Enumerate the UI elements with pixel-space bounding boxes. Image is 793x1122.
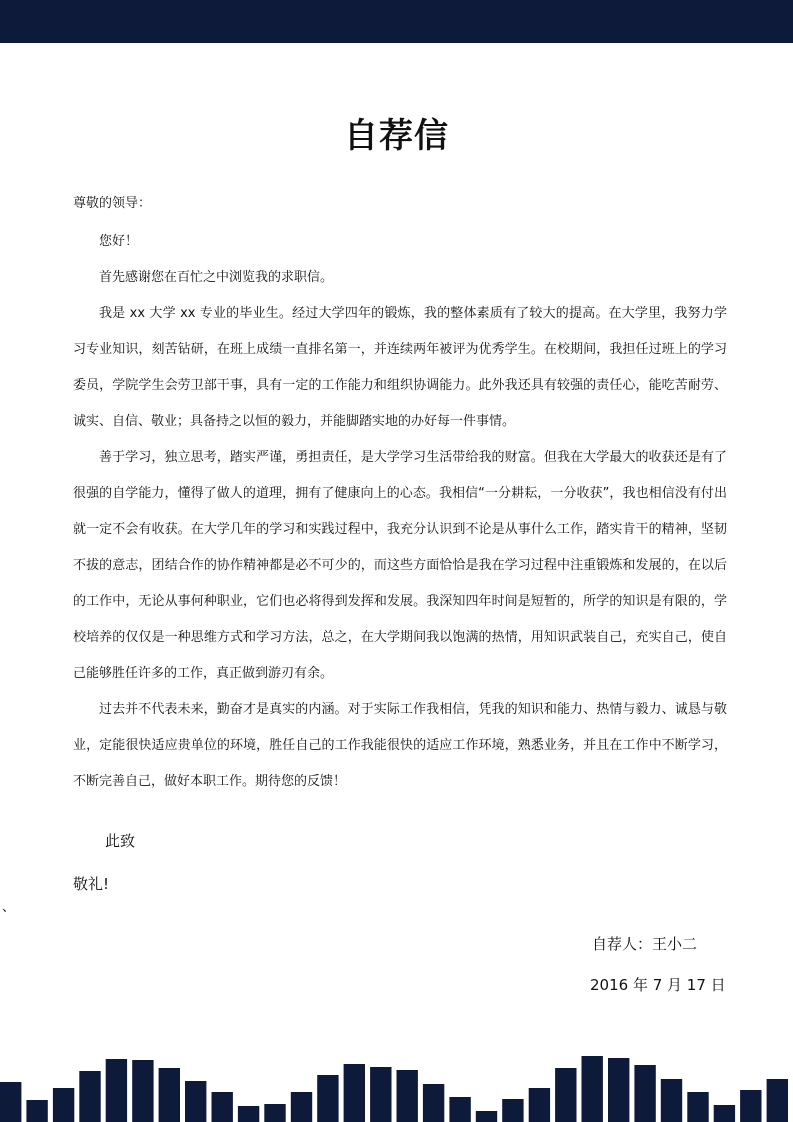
decorative-bar <box>370 1067 391 1122</box>
thanks-paragraph: 首先感谢您在百忙之中浏览我的求职信。 <box>99 270 334 285</box>
decorative-bar <box>79 1071 100 1122</box>
letter-body <box>73 224 727 800</box>
decorative-bar <box>449 1097 470 1122</box>
decorative-bar <box>529 1088 550 1122</box>
decorative-bar <box>767 1079 788 1122</box>
greeting-paragraph: 您好！ <box>99 234 139 249</box>
decorative-bar <box>264 1104 285 1122</box>
decorative-bar <box>634 1065 655 1122</box>
closing-phrase: 此致 <box>105 832 136 850</box>
decorative-bar <box>502 1099 523 1122</box>
decorative-bar <box>344 1064 365 1122</box>
decorative-bar <box>53 1088 74 1122</box>
decorative-bar <box>476 1111 497 1122</box>
letter-date: 2016 年 7 月 17 日 <box>590 976 726 994</box>
decorative-bar <box>582 1056 603 1122</box>
decorative-bar <box>26 1100 47 1122</box>
decorative-bar <box>740 1090 761 1122</box>
decorative-bar <box>238 1106 259 1122</box>
decorative-bar <box>291 1092 312 1122</box>
decorative-bar <box>555 1068 576 1122</box>
decorative-bar <box>423 1084 444 1122</box>
regards-phrase: 敬礼! <box>73 875 110 893</box>
signer-name: 自荐人：王小二 <box>592 935 698 953</box>
stray-mark: 、 <box>2 900 16 915</box>
strengths-paragraph: 善于学习，独立思考，踏实严谨，勇担责任，是大学学习生活带给我的财富。但我在大学最大的收获还是有了很强的自学能力，懂得了做人的道理，拥有了健康向上的心态。我相信“一分耕耘，一分收获”，我也相信没有付出就一定不会有收获。在大学几年的学习和实践过程中，我充分认识到不论是从事什么工作，踏实肯干的精神，坚韧不拔的意志，团结合作的协作精神都是必不可少的，而这些方面恰恰是我在学习过程中注重锻炼和发展的，在以后的工作中，无论从事何种职业，它们也必将得到发挥和发展。我深知四年时间是短暂的，所学的知识是有限的，学校培养的仅仅是一种思维方式和学习方法，总之，在大学期间我以饱满的热情，用知识武装自己，充实自己，使自己能够胜任许多的工作，真正做到游刃有余。 <box>73 450 727 681</box>
decorative-bar <box>132 1060 153 1122</box>
top-banner <box>0 0 793 43</box>
decorative-bar <box>608 1058 629 1122</box>
decorative-bar <box>185 1081 206 1122</box>
decorative-bar <box>317 1075 338 1122</box>
decorative-bar <box>687 1092 708 1122</box>
decorative-bar <box>714 1105 735 1122</box>
decorative-bar <box>106 1059 127 1122</box>
page-title: 自荐信 <box>344 116 449 156</box>
decorative-bar <box>0 1082 21 1122</box>
decorative-bar <box>159 1068 180 1122</box>
decorative-bar <box>212 1092 233 1122</box>
decorative-bar <box>397 1070 418 1122</box>
background-paragraph: 我是 xx 大学 xx 专业的毕业生。经过大学四年的锻炼，我的整体素质有了较大的提高。在大学里，我努力学习专业知识，刻苦钻研，在班上成绩一直排名第一，并连续两年被评为优秀学生。在校期间，我担任过班上的学习委员，学院学生会劳卫部干事，具有一定的工作能力和组织协调能力。此外我还具有较强的责任心，能吃苦耐劳、诚实、自信、敬业；具备持之以恒的毅力，并能脚踏实地的办好每一件事情。 <box>73 306 727 429</box>
decorative-bar-strip <box>0 1040 793 1122</box>
decorative-bar <box>661 1079 682 1122</box>
conclusion-paragraph: 过去并不代表未来，勤奋才是真实的内涵。对于实际工作我相信，凭我的知识和能力、热情与毅力、诚恳与敬业，定能很快适应贵单位的环境，胜任自己的工作我能很快的适应工作环境，熟悉业务，并且在工作中不断学习，不断完善自己，做好本职工作。期待您的反馈！ <box>73 702 727 789</box>
salutation: 尊敬的领导： <box>73 196 152 211</box>
